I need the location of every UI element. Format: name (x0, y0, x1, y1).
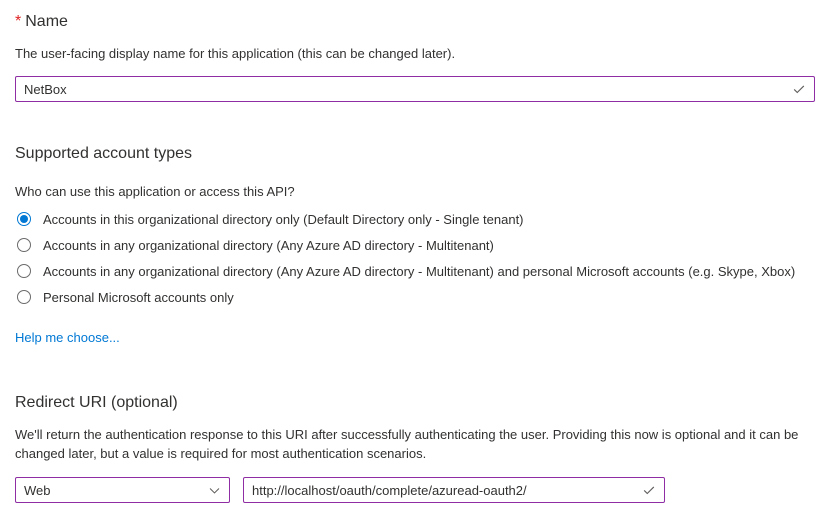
redirect-uri-description: We'll return the authentication response to this URI after successfully authenticating the user. Providing this now is optional and it can be changed later, but a value is required for most authentication scenarios. (15, 427, 799, 461)
radio-option-multitenant[interactable] (15, 232, 815, 258)
required-asterisk: * (15, 13, 22, 30)
account-types-radio-group (15, 206, 815, 310)
radio-button[interactable] (17, 290, 31, 304)
account-types-section (15, 144, 815, 347)
help-me-choose-link[interactable]: Help me choose... (15, 330, 120, 345)
radio-button-selected[interactable] (17, 212, 31, 226)
radio-label: Personal Microsoft accounts only (43, 289, 234, 305)
checkmark-icon (792, 82, 814, 96)
account-types-title: Supported account types (15, 145, 193, 162)
platform-dropdown[interactable] (15, 477, 230, 503)
chevron-down-icon (208, 484, 221, 497)
name-input[interactable] (16, 77, 792, 101)
redirect-uri-title: Redirect URI (optional) (15, 394, 178, 411)
redirect-uri-controls (15, 477, 815, 503)
radio-button[interactable] (17, 264, 31, 278)
name-label (15, 12, 815, 31)
name-input-wrap (15, 76, 815, 102)
radio-option-personal-only[interactable] (15, 284, 815, 310)
name-description: The user-facing display name for this application (this can be changed later). (15, 46, 456, 61)
name-label-text: Name (25, 13, 68, 30)
redirect-uri-section (15, 393, 815, 503)
platform-dropdown-value: Web (24, 482, 51, 498)
radio-button[interactable] (17, 238, 31, 252)
name-section (15, 12, 815, 102)
redirect-uri-input-wrap (243, 477, 665, 503)
radio-label: Accounts in any organizational directory (Any Azure AD directory - Multitenant) and personal Microsoft accounts (e.g. Skype, Xbox) (43, 263, 796, 279)
account-types-question: Who can use this application or access this API? (15, 184, 295, 199)
radio-label: Accounts in this organizational directory only (Default Directory only - Single tenant) (43, 211, 524, 227)
radio-option-single-tenant[interactable] (15, 206, 815, 232)
radio-option-multitenant-personal[interactable] (15, 258, 815, 284)
checkmark-icon (642, 483, 664, 497)
redirect-uri-input[interactable] (244, 478, 642, 502)
radio-label: Accounts in any organizational directory (Any Azure AD directory - Multitenant) (43, 237, 494, 253)
